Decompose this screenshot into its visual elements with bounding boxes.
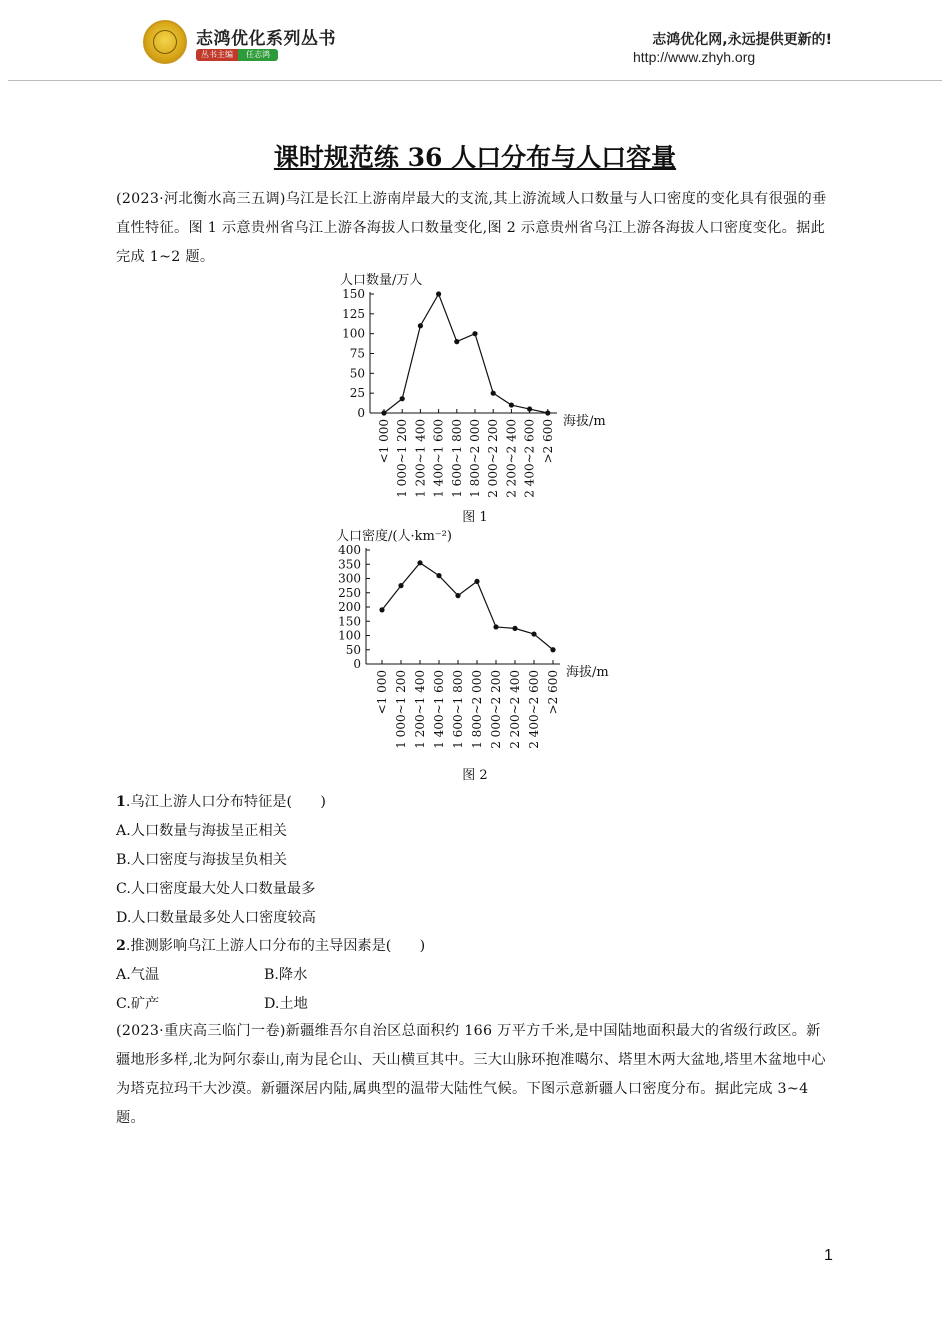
series-line — [382, 563, 553, 650]
brand-sub-label: 丛书主编 — [196, 49, 238, 61]
header-url[interactable]: http://www.zhyh.org — [633, 49, 756, 65]
y-tick-label: 100 — [342, 326, 365, 341]
q1-option-a[interactable]: A.人口数量与海拔呈正相关 — [116, 823, 287, 839]
y-tick-label: 25 — [349, 386, 365, 401]
y-tick-label: 100 — [338, 628, 361, 643]
question-2-number: 2 — [116, 938, 126, 954]
x-tick-label: 1 800~2 000 — [470, 670, 484, 749]
x-tick-label: 1 200~1 400 — [413, 670, 427, 749]
x-tick-label: 1 200~1 400 — [413, 419, 428, 498]
data-point — [512, 626, 517, 631]
q1-option-d[interactable]: D.人口数量最多处人口密度较高 — [116, 910, 316, 926]
q2-option-c[interactable]: C.矿产 — [116, 996, 160, 1012]
brand-sub-editor: 任志鸿 — [238, 49, 278, 61]
question-2 — [116, 936, 425, 956]
y-tick-label: 350 — [338, 557, 361, 572]
y-tick-label: 75 — [349, 346, 365, 361]
y-tick-label: 0 — [353, 657, 361, 671]
figure-1-caption: 图 1 — [462, 510, 488, 525]
q1-option-c[interactable]: C.人口密度最大处人口数量最多 — [116, 881, 316, 897]
x-tick-label: <1 000 — [375, 670, 389, 715]
data-point — [379, 607, 384, 612]
question-1 — [116, 792, 326, 812]
data-point — [531, 631, 536, 636]
data-point — [417, 560, 422, 565]
y-tick-label: 125 — [342, 306, 365, 321]
y-tick-label: 150 — [338, 614, 361, 629]
figure-2-caption: 图 2 — [462, 768, 488, 783]
y-axis-label: 人口数量/万人 — [340, 273, 423, 288]
y-tick-label: 400 — [338, 543, 361, 557]
x-tick-label: >2 600 — [546, 670, 560, 715]
y-tick-label: 200 — [338, 600, 361, 614]
x-tick-label: 1 800~2 000 — [468, 419, 482, 498]
y-tick-label: 0 — [357, 406, 365, 420]
data-point — [550, 647, 555, 652]
question-1-number: 1 — [116, 794, 126, 810]
x-tick-label: 2 400~2 600 — [527, 670, 541, 749]
page-title: 课时规范练 36 人口分布与人口容量 — [273, 143, 677, 172]
x-tick-label: >2 600 — [540, 419, 555, 464]
q2-option-a[interactable]: A.气温 — [116, 967, 160, 983]
x-tick-label: 1 000~1 200 — [395, 419, 410, 498]
intro-paragraph-2: (2023·重庆高三临门一卷)新疆维吾尔自治区总面积约 166 万平方千米,是中国陆地面积最大的省级行政区。新疆地形多样,北为阿尔泰山,南为昆仑山、天山横亘其中。三大山脉环抱准噶尔、塔里木两大盆地,塔里木盆地中心为塔克拉玛干大沙漠。新疆深居内陆,属典型的温带大陆性气候。下图示意新疆人口密度分布。据此完成 3~4 题。 — [116, 1023, 826, 1126]
x-tick-label: 2 000~2 200 — [486, 419, 501, 498]
y-tick-label: 300 — [338, 571, 361, 586]
x-tick-label: 1 000~1 200 — [394, 670, 408, 749]
question-1-stem: .乌江上游人口分布特征是( ) — [125, 794, 326, 810]
data-point — [455, 593, 460, 598]
x-tick-label: 2 200~2 400 — [508, 670, 522, 749]
x-tick-label: 1 400~1 600 — [432, 670, 446, 749]
page-number: 1 — [824, 1247, 833, 1264]
y-axis-label: 人口密度/(人·km⁻²) — [336, 529, 452, 544]
x-tick-label: 2 200~2 400 — [504, 419, 519, 498]
data-point — [474, 579, 479, 584]
q2-option-d[interactable]: D.土地 — [264, 996, 308, 1012]
x-tick-label: 1 600~1 800 — [451, 670, 465, 749]
data-point — [493, 624, 498, 629]
intro-paragraph-1: (2023·河北衡水高三五调)乌江是长江上游南岸最大的支流,其上游流域人口数量与人口密度的变化具有很强的垂直性特征。图 1 示意贵州省乌江上游各海拔人口数量变化,图 2 示意贵州省乌江上游各海拔人口密度变化。据此完成 1~2 题。 — [116, 191, 827, 265]
q1-option-b[interactable]: B.人口密度与海拔呈负相关 — [116, 852, 287, 868]
y-tick-label: 50 — [349, 366, 365, 381]
x-tick-label: 2 000~2 200 — [489, 670, 503, 749]
y-tick-label: 150 — [342, 287, 365, 301]
x-tick-label: 1 600~1 800 — [449, 419, 464, 498]
x-tick-label: 1 400~1 600 — [431, 419, 446, 498]
x-tick-label: <1 000 — [377, 419, 391, 464]
x-axis-label: 海拔/m — [566, 665, 609, 680]
y-tick-label: 250 — [338, 585, 361, 600]
header-slogan: 志鸿优化网,永远提供更新的! — [652, 32, 832, 48]
x-tick-label: 2 400~2 600 — [522, 419, 537, 498]
q2-option-b[interactable]: B.降水 — [264, 967, 308, 983]
question-2-stem: .推测影响乌江上游人口分布的主导因素是( ) — [125, 938, 426, 954]
y-tick-label: 50 — [345, 642, 361, 657]
data-point — [398, 583, 403, 588]
x-axis-label: 海拔/m — [563, 414, 606, 429]
data-point — [436, 573, 441, 578]
brand-title: 志鸿优化系列丛书 — [196, 29, 336, 49]
